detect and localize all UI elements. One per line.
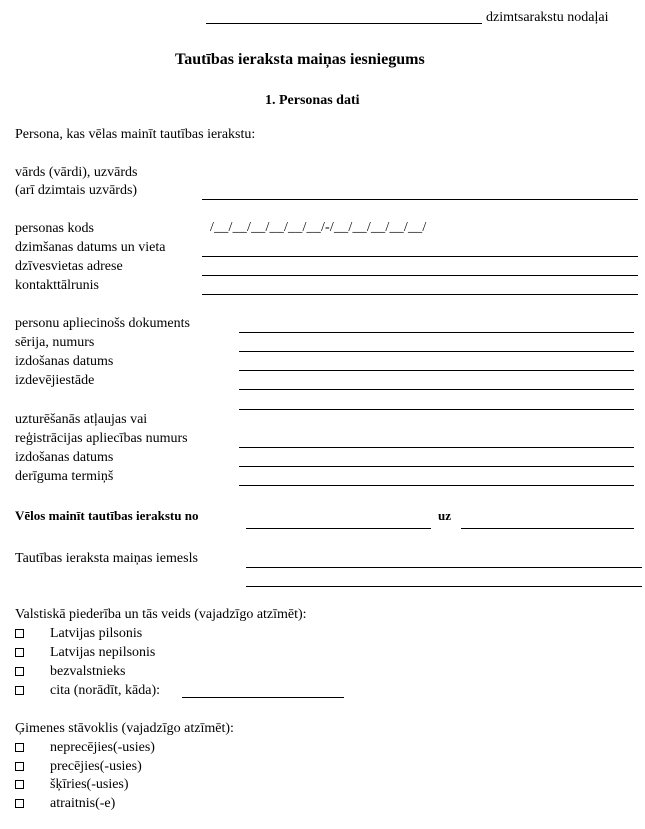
checkbox-icon[interactable] — [15, 743, 24, 752]
option-label: šķīries(-usies) — [50, 777, 129, 792]
permit-label-1: uzturēšanās atļaujas vai — [15, 412, 148, 427]
personal-code-field[interactable]: /__/__/__/__/__/__/-/__/__/__/__/__/ — [210, 220, 427, 235]
marital-option[interactable] — [15, 796, 116, 812]
option-label: Latvijas nepilsonis — [50, 645, 156, 660]
personal-code-label: personas kods — [15, 221, 94, 236]
change-from-label: Vēlos mainīt tautības ierakstu no — [15, 508, 199, 523]
option-label: bezvalstnieks — [50, 664, 126, 679]
citizenship-option[interactable] — [15, 645, 156, 661]
intro-text: Persona, kas vēlas mainīt tautības ierakstu: — [15, 127, 256, 142]
option-label: Latvijas pilsonis — [50, 626, 143, 641]
birth-field[interactable] — [202, 256, 638, 257]
address-label: dzīvesvietas adrese — [15, 259, 123, 274]
citizenship-option[interactable] — [15, 664, 126, 680]
section-heading: 1. Personas dati — [265, 93, 360, 108]
citizenship-option[interactable] — [15, 626, 143, 642]
validity-field[interactable] — [239, 485, 634, 486]
checkbox-icon[interactable] — [15, 686, 24, 695]
checkbox-icon[interactable] — [15, 648, 24, 657]
citizenship-option[interactable] — [15, 683, 161, 699]
checkbox-icon[interactable] — [15, 799, 24, 808]
department-line[interactable] — [206, 23, 482, 24]
issue-date-field[interactable] — [239, 370, 634, 371]
option-label: precējies(-usies) — [50, 759, 142, 774]
department-label: dzimtsarakstu nodaļai — [486, 10, 609, 25]
permit-issue-field[interactable] — [239, 466, 634, 467]
change-to-field[interactable] — [461, 528, 634, 529]
marital-option[interactable] — [15, 740, 155, 756]
birth-surname-label: (arī dzimtais uzvārds) — [15, 183, 138, 198]
permit-number-field[interactable] — [239, 447, 634, 448]
permit-issue-label: izdošanas datums — [15, 450, 114, 465]
form-title: Tautības ieraksta maiņas iesniegums — [175, 51, 425, 68]
other-citizenship-field[interactable] — [182, 697, 344, 698]
checkbox-icon[interactable] — [15, 780, 24, 789]
reason-label: Tautības ieraksta maiņas iemesls — [15, 551, 198, 566]
checkbox-icon[interactable] — [15, 629, 24, 638]
validity-label: derīguma termiņš — [15, 469, 114, 484]
change-to-label: uz — [438, 508, 451, 523]
id-doc-field[interactable] — [239, 332, 634, 333]
marital-option[interactable] — [15, 759, 142, 775]
issuer-field[interactable] — [239, 389, 634, 390]
birth-label: dzimšanas datums un vieta — [15, 240, 166, 255]
reason-field[interactable] — [246, 567, 642, 568]
name-field[interactable] — [202, 199, 638, 200]
series-field[interactable] — [239, 351, 634, 352]
citizenship-label: Valstiskā piederība un tās veids (vajadzīgo atzīmēt): — [15, 607, 307, 622]
address-field[interactable] — [202, 275, 638, 276]
name-label: vārds (vārdi), uzvārds — [15, 165, 138, 180]
series-label: sērija, numurs — [15, 335, 95, 350]
marital-label: Ģimenes stāvoklis (vajadzīgo atzīmēt): — [15, 721, 234, 736]
issuer-label: izdevējiestāde — [15, 373, 95, 388]
reason-field-extra[interactable] — [246, 586, 642, 587]
checkbox-icon[interactable] — [15, 762, 24, 771]
id-doc-label: personu apliecinošs dokuments — [15, 316, 190, 331]
issue-date-label: izdošanas datums — [15, 354, 114, 369]
option-label: neprecējies(-usies) — [50, 740, 155, 755]
marital-option[interactable] — [15, 777, 129, 793]
issuer-field-extra[interactable] — [239, 409, 634, 410]
phone-label: kontakttālrunis — [15, 278, 99, 293]
checkbox-icon[interactable] — [15, 667, 24, 676]
phone-field[interactable] — [202, 294, 638, 295]
option-label: cita (norādīt, kāda): — [50, 683, 161, 698]
permit-label-2: reģistrācijas apliecības numurs — [15, 431, 188, 446]
option-label: atraitnis(-e) — [50, 796, 116, 811]
change-from-field[interactable] — [246, 528, 431, 529]
